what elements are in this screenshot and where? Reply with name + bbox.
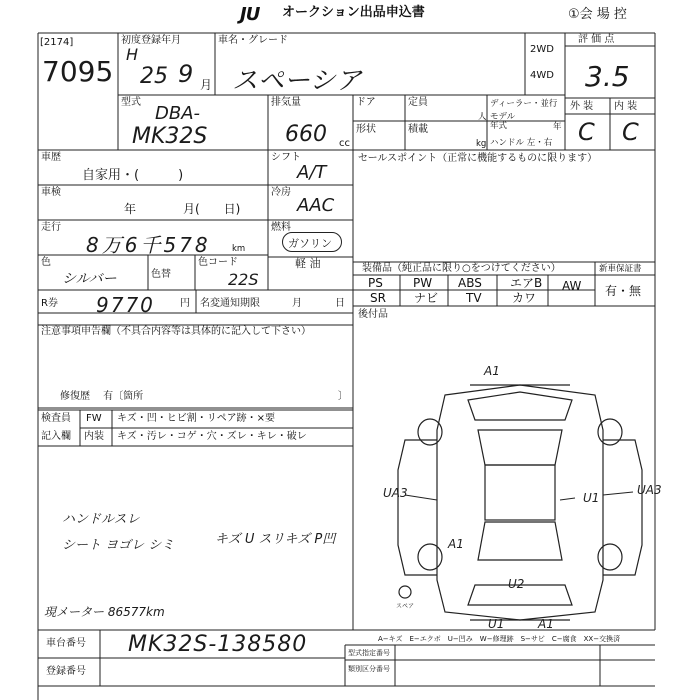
- marker-u2: U2: [508, 577, 525, 591]
- label-notes: 注意事項申告欄（不具合内容等は具体的に記入して下さい）: [41, 326, 311, 337]
- label-repair: 修復歴 有〔箇所: [60, 391, 144, 402]
- marker-ua3-left: UA3: [383, 486, 408, 500]
- label-km: km: [232, 244, 246, 254]
- label-nc-month: 月: [292, 298, 302, 309]
- label-car-name: 車名・グレード: [218, 35, 288, 46]
- exterior-grade: C: [578, 118, 595, 146]
- label-interior: 内 装: [614, 101, 638, 112]
- label-spare: スペア: [396, 603, 415, 610]
- label-cc: cc: [339, 138, 350, 149]
- equip-tv: TV: [466, 291, 482, 305]
- marker-a1-bottom: A1: [538, 617, 554, 631]
- label-dealer: ディーラー・並行: [490, 99, 558, 109]
- label-reg-no: 登録番号: [46, 666, 86, 677]
- label-sales-point: セールスポイント（正常に機能するものに限ります）: [358, 153, 598, 164]
- label-model-type: 型式: [121, 97, 141, 108]
- odometer-note: 現メーター 86577km: [44, 605, 165, 619]
- label-model-year: モデル年式: [490, 112, 516, 131]
- marker-u1: U1: [583, 491, 600, 505]
- label-first-reg: 初度登録年月: [121, 35, 181, 46]
- shift-value: A/T: [297, 162, 327, 183]
- label-kg: kg: [476, 139, 487, 149]
- label-4wd: 4WD: [530, 70, 554, 81]
- equip-sr: SR: [370, 291, 386, 305]
- label-shape: 形状: [356, 124, 376, 135]
- chassis-value: MK32S-138580: [128, 632, 308, 657]
- model-prefix: DBA-: [155, 103, 201, 124]
- grade-value: 3.5: [585, 60, 630, 93]
- label-insp-year: 年: [124, 202, 137, 216]
- label-cooler: 冷房: [271, 187, 291, 198]
- marker-u1-bottom: U1: [488, 617, 505, 631]
- equip-abs: ABS: [458, 276, 482, 290]
- label-person: 人: [478, 112, 487, 122]
- label-int-short: 内装: [84, 431, 104, 442]
- color-value: シルバー: [62, 271, 117, 287]
- marker-ua3-right: UA3: [637, 483, 662, 497]
- note-line-2: シート ヨゴレ シミ: [62, 538, 175, 553]
- model-code: MK32S: [132, 124, 208, 149]
- note-line-1: ハンドルスレ: [62, 512, 140, 527]
- label-displacement: 排気量: [271, 97, 301, 108]
- equip-ps: PS: [368, 276, 383, 290]
- form-title: オークション出品申込書: [282, 5, 425, 20]
- label-fuel: 燃料: [271, 222, 291, 233]
- label-fw: FW: [86, 413, 102, 424]
- r-ticket-value: 9770: [96, 293, 155, 317]
- copy-label: ①会 場 控: [568, 7, 627, 22]
- label-grade-point: 評 価 点: [578, 34, 615, 45]
- usage-value: 自家用・( ): [82, 168, 184, 183]
- cooler-value: AAC: [297, 195, 335, 216]
- fuel-light-oil: 軽 油: [295, 257, 321, 270]
- mileage-value: 8万6千578: [86, 233, 211, 257]
- label-r-ticket: R券: [41, 298, 58, 309]
- label-door: ドア: [356, 97, 376, 108]
- label-color-change: 色替: [151, 269, 171, 280]
- label-load: 積載: [408, 124, 428, 135]
- damage-legend: A−キズ E−エクボ U−凹み W−修理跡 S−サビ C−腐食 XX−交換済: [378, 635, 621, 643]
- label-color: 色: [41, 257, 51, 268]
- interior-codes: キズ・汚レ・コゲ・穴・ズレ・キレ・破レ: [117, 431, 307, 442]
- ju-logo: JU: [240, 4, 260, 25]
- label-inspection: 車検: [41, 187, 61, 198]
- equip-navi: ナビ: [414, 291, 439, 305]
- label-warranty: 新車保証書: [599, 264, 642, 274]
- label-shift: シフト: [271, 152, 301, 163]
- label-inspector: 検査員: [41, 413, 71, 424]
- label-history: 車歴: [41, 152, 61, 163]
- label-chassis: 車台番号: [46, 638, 86, 649]
- car-name-value: スペーシア: [232, 66, 362, 96]
- label-yen: 円: [180, 298, 190, 309]
- lot-ref: [2174]: [40, 37, 74, 48]
- label-capacity: 定員: [408, 97, 428, 108]
- label-entry: 記入欄: [41, 431, 71, 442]
- displacement-value: 660: [285, 122, 327, 147]
- label-2wd: 2WD: [530, 44, 554, 55]
- label-model-designation: 型式指定番号: [348, 649, 390, 657]
- label-handle: ハンドル 左・右: [490, 138, 553, 148]
- equip-pw: PW: [413, 276, 433, 290]
- label-insp-month: 月( 日): [183, 202, 241, 216]
- first-reg-month: 9: [178, 60, 194, 88]
- label-color-code: 色コード: [198, 257, 238, 268]
- first-reg-month-unit: 月: [200, 78, 213, 92]
- first-reg-era: H: [126, 45, 139, 64]
- first-reg-year: 25: [140, 64, 168, 89]
- lot-number: 7095: [42, 55, 114, 88]
- interior-grade: C: [622, 118, 639, 146]
- equip-leather: カワ: [512, 291, 537, 305]
- label-aftermarket: 後付品: [358, 309, 388, 320]
- label-exterior: 外 装: [570, 101, 594, 112]
- label-name-change: 名変通知期限: [200, 298, 260, 309]
- marker-a1-mid: A1: [448, 537, 464, 551]
- fw-codes: キズ・凹・ヒビ割・リペア跡・×要: [117, 413, 275, 424]
- color-code-value: 22S: [228, 270, 259, 289]
- warranty-options: 有・無: [605, 284, 642, 298]
- equip-airbag: エアB: [510, 276, 543, 290]
- label-nc-day: 日: [335, 298, 345, 309]
- label-nen: 年: [553, 122, 562, 132]
- label-equipment: 装備品（純正品に限り○をつけてください）: [362, 263, 561, 274]
- label-repair-close: 〕: [338, 391, 348, 402]
- equip-aw: AW: [562, 279, 582, 293]
- label-category: 類別区分番号: [348, 665, 390, 673]
- fuel-gasoline: ガソリン: [288, 237, 332, 250]
- note-line-3: キズ U スリキズ P凹: [215, 532, 336, 547]
- marker-a1-top: A1: [484, 364, 500, 378]
- label-mileage: 走行: [41, 222, 61, 233]
